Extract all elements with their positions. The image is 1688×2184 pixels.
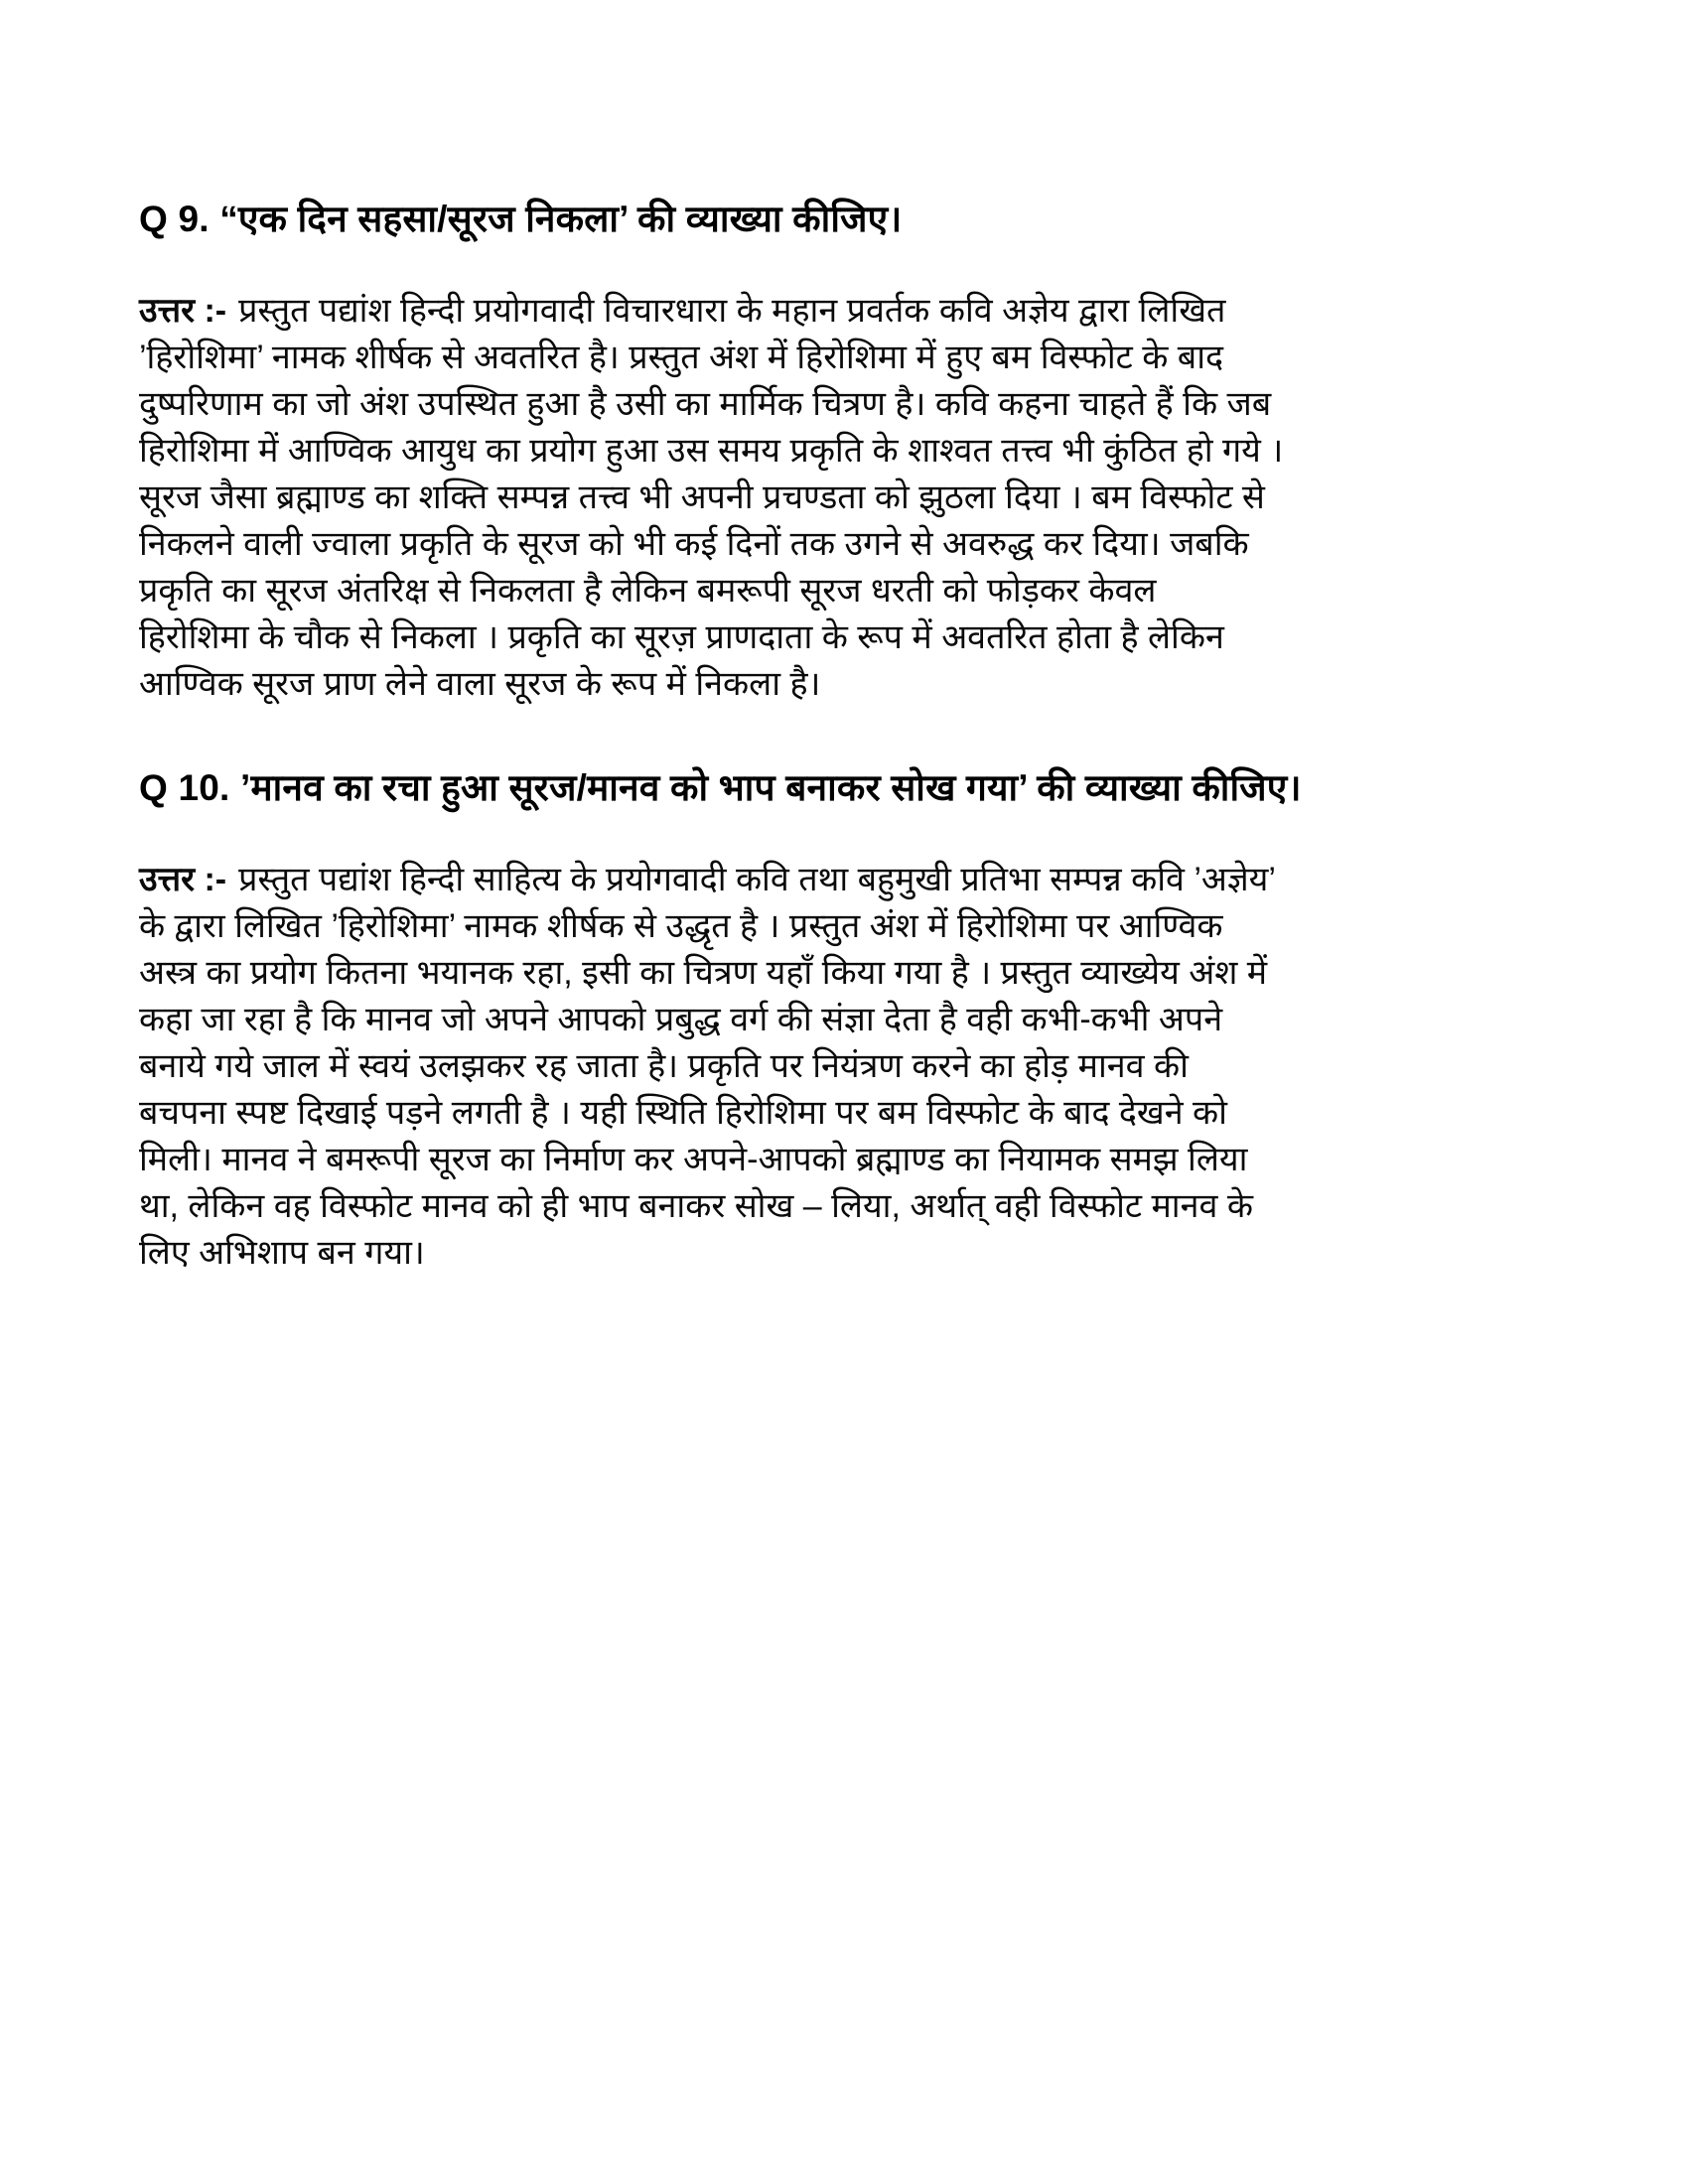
answer-9-paragraph <box>139 288 1569 708</box>
text-line <box>139 857 1569 903</box>
text-line-content: प्रस्तुत पद्यांश हिन्दी साहित्य के प्रयोगवादी कवि तथा बहुमुखी प्रतिभा सम्पन्न कवि ’अज्ञेय’ <box>238 860 1276 898</box>
text-line: आण्विक सूरज प्राण लेने वाला सूरज के रूप में निकला है। <box>139 664 821 703</box>
text-line: दुष्परिणाम का जो अंश उपस्थित हुआ है उसी का मार्मिक चित्रण है। कवि कहना चाहते हैं कि जब <box>139 384 1272 423</box>
text-line: प्रकृति का सूरज अंतरिक्ष से निकलता है लेकिन बमरूपी सूरज धरती को फोड़कर केवल <box>139 571 1157 610</box>
answer-label: उत्तर :- <box>139 291 227 330</box>
text-line: बचपना स्पष्ट दिखाई पड़ने लगती है । यही स्थिति हिरोशिमा पर बम विस्फोट के बाद देखने को <box>139 1093 1227 1132</box>
question-10-heading: Q 10. ’मानव का रचा हुआ सूरज/मानव को भाप बनाकर सोख गया’ की व्याख्या कीजिए। <box>139 766 1302 808</box>
text-line-content: प्रस्तुत पद्यांश हिन्दी प्रयोगवादी विचारधारा के महान प्रवर्तक कवि अज्ञेय द्वारा लिखित <box>238 291 1226 330</box>
text-line: सूरज जैसा ब्रह्माण्ड का शक्ति सम्पन्न तत्त्व भी अपनी प्रचण्डता को झुठला दिया । बम विस्फोट से <box>139 478 1265 516</box>
answer-label: उत्तर :- <box>139 860 227 898</box>
text-line: हिरोशिमा के चौक से निकला । प्रकृति का सूरज़ प्राणदाता के रूप में अवतरित होता है लेकिन <box>139 617 1224 656</box>
text-line: अस्त्र का प्रयोग कितना भयानक रहा, इसी का चित्रण यहाँ किया गया है । प्रस्तुत व्याख्येय अंश में <box>139 953 1268 992</box>
text-line: बनाये गये जाल में स्वयं उलझकर रह जाता है। प्रकृति पर नियंत्रण करने का होड़ मानव की <box>139 1046 1189 1085</box>
text-line: हिरोशिमा में आण्विक आयुध का प्रयोग हुआ उस समय प्रकृति के शाश्वत तत्त्व भी कुंठित हो गये । <box>139 431 1284 470</box>
text-line: लिए अभिशाप बन गया। <box>139 1233 425 1272</box>
text-line: निकलने वाली ज्वाला प्रकृति के सूरज को भी कई दिनों तक उगने से अवरुद्ध कर दिया। जबकि <box>139 524 1249 563</box>
text-line: कहा जा रहा है कि मानव जो अपने आपको प्रबुद्ध वर्ग की संज्ञा देता है वही कभी-कभी अपने <box>139 1000 1223 1038</box>
page-content <box>139 195 1569 1332</box>
text-line: ’हिरोशिमा’ नामक शीर्षक से अवतरित है। प्रस्तुत अंश में हिरोशिमा में हुए बम विस्फोट के बाद <box>139 338 1224 376</box>
text-line <box>139 288 1569 335</box>
question-9-heading: Q 9. “एक दिन सहसा/सूरज निकला’ की व्याख्या कीजिए। <box>139 199 903 239</box>
text-line: था, लेकिन वह विस्फोट मानव को ही भाप बनाकर सोख – लिया, अर्थात् वही विस्फोट मानव के <box>139 1186 1253 1225</box>
answer-10-paragraph <box>139 857 1569 1277</box>
text-line: मिली। मानव ने बमरूपी सूरज का निर्माण कर अपने-आपको ब्रह्माण्ड का नियामक समझ लिया <box>139 1140 1248 1178</box>
text-line: के द्वारा लिखित ’हिरोशिमा’ नामक शीर्षक से उद्धृत है । प्रस्तुत अंश में हिरोशिमा पर आण्विक <box>139 906 1223 945</box>
